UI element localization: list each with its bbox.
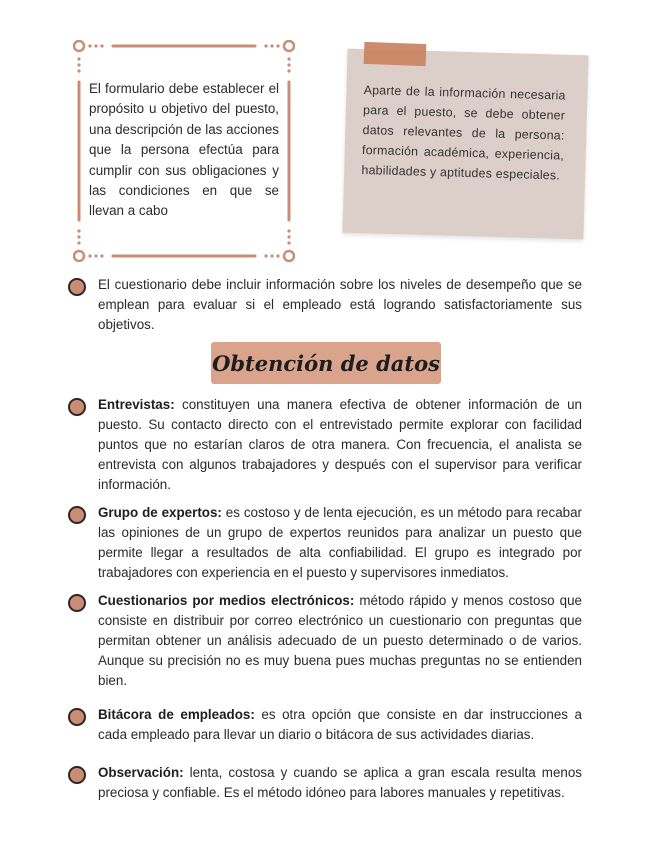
bullet-icon — [68, 398, 86, 416]
method-item — [98, 395, 582, 495]
method-item — [98, 763, 582, 803]
method-term: Observación: — [98, 765, 184, 780]
method-text: constituyen una manera efectiva de obtener información de un puesto. Su contacto directo con el entrevistado permite explorar con facilidad puntos que no estarían claros de otra manera. Con frecuencia, el analista se entrevista con algunos trabajadores y después con el supervisor para verificar información. — [98, 397, 582, 492]
note-text: Aparte de la información necesaria para el puesto, se debe obtener datos relevantes de la persona: formación académica, experiencia, habilidades y aptitudes especiales. — [361, 82, 566, 183]
method-item — [98, 591, 582, 691]
bullet-icon — [68, 708, 86, 726]
tape-icon — [364, 42, 427, 66]
bullet-icon — [68, 766, 86, 784]
method-text: lenta, costosa y cuando se aplica a gran escala resulta menos preciosa y confiable. Es el método idóneo para labores manuales y repetitivas. — [98, 765, 582, 800]
method-item — [98, 503, 582, 583]
method-term: Cuestionarios por medios electrónicos: — [98, 593, 355, 608]
intro-paragraph: El cuestionario debe incluir información sobre los niveles de desempeño que se emplean para evaluar si el empleado está logrando satisfactoriamente sus objetivos. — [98, 277, 582, 332]
frame-text: El formulario debe establecer el propósito u objetivo del puesto, una descripción de las acciones que la persona efectúa para cumplir con sus obligaciones y las condiciones en que se llevan a cabo — [89, 81, 279, 219]
method-item — [98, 705, 582, 745]
section-title: Obtención de datos — [212, 350, 440, 376]
method-term: Bitácora de empleados: — [98, 707, 255, 722]
method-term: Grupo de expertos: — [98, 505, 222, 520]
method-text: método rápido y menos costoso que consiste en distribuir por correo electrónico un cuestionario con preguntas que permitan obtener un análisis adecuado de un puesto determinado o de varios. Aunque su precisión no es muy buena pues muchas preguntas no se entienden bien. — [98, 593, 583, 688]
bullet-icon — [68, 506, 86, 524]
method-term: Entrevistas: — [98, 397, 175, 412]
bullet-icon — [68, 594, 86, 612]
method-text: es costoso y de lenta ejecución, es un método para recabar las opiniones de un grupo de expertos reunidos para analizar un puesto que permite llegar a resultados de alta confiabilidad. El grupo es integrado por trabajadores con experiencia en el puesto y supervisores inmediatos. — [98, 505, 582, 580]
method-text: es otra opción que consiste en dar instrucciones a cada empleado para llevar un diario o bitácora de sus actividades diarias. — [98, 707, 582, 742]
bullet-icon — [68, 278, 86, 296]
